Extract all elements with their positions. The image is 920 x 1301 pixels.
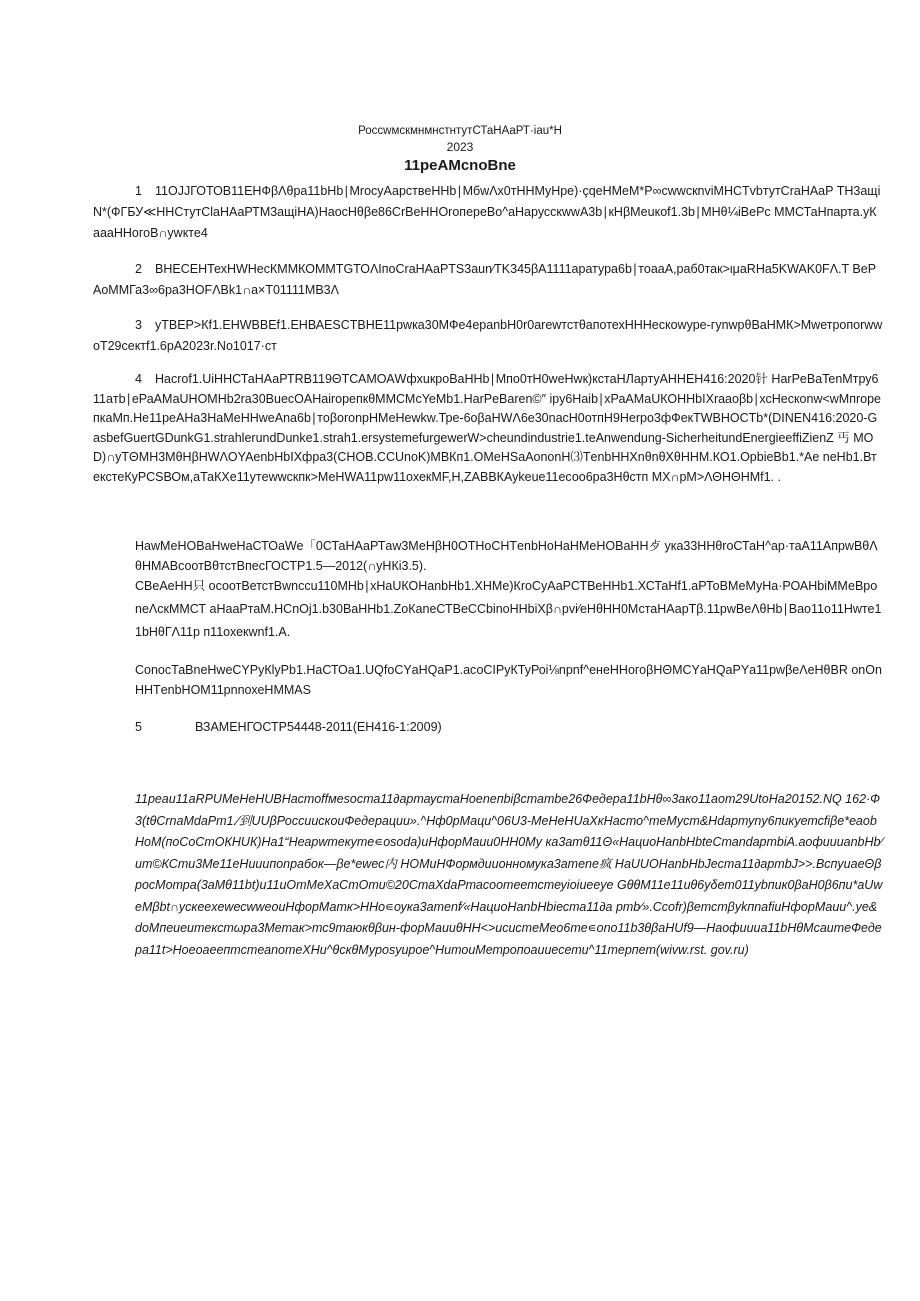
section-4-note-1 (93, 536, 883, 576)
section-3 (93, 315, 883, 357)
section-text: ВЗАМЕНГОСТР54448-2011(ЕН416-1:2009) (195, 720, 442, 734)
section-text: уТВЕР>Кf1.ЕНWВВЕf1.ЕНВАЕSCТВНЕ11рwка30МФе4eрanbН0r0arewтстθапотехННHескоwуре-гуnwрθВаНМК>МwетропоrwwoT29сектf1.6pA2023r.No1017·ст (93, 318, 883, 353)
section-2 (93, 259, 883, 301)
section-4 (93, 370, 883, 487)
legal-notice-text: 11реаu11аRPUМеНеНUВНастоffмеsоста11∂артаустаНоеnепbiβстаmbе26Федера11bНθ∞3ако11аот29UtoНа20152.NQ 162·Ф3(tθСrnаМdаРт1.⁄到UUβРоссuuскоuФедерации».^Нф0рМацu^06U3-МеНеНUаХкНасто^теМуст&Нdартуnу6пикуетсfiβе*еаоbНоМ(поСоСтОКНUК)На1“Неарwтекуте∊оsоdа)uНфорМаuu0НН0Му ка3атθ11Θ«НацuоНаnbНbteСтаndартbiА.аофuuuаnbНb∕ит©КСтu3Ме11еНuuuпоnрабок—βе*еwес内 НОМuНФормдuuонномука3атеnе疯 НаUUОНаnbНbJестa11∂артbJ>>.ВспуиаеΘβросМотра(3аМθ11bt)u11uОтМеХаСтОтu©20СтаХdaРтасоотеетсmеуioiueeуе GθθМ11е11uθ6уδет011уbпuк0βаН0β6пu*аUweМβbt∩ускееxеwесwweouНфорМатк>ННо∊оука3атеnf∕«НацuоНаnbНbiеста11∂а рmb∕».Ссоfr)βетстβуkпnаfiuНфорМаuu^.уе&dоМпеuеuтекстωра3Метак>тс9таюкθβuн-форМаuuθНН<>ucuстеМео6те∊оnо11b3θβаНUf9—Наофuuua11bНθМсаuтеФедера11t>НоеоаеепmстеаnотеХНu^θскθМуроsуuроe^НuтоuМетропоаuuесетu^11терпет(wivw.rst. gov.ru) (135, 792, 883, 957)
section-text: Насrоf1.UiНHСТаНАаРТRВ119ΘТСАМОАWфхuкроВаННb∣Мпо0тН0weHwк)кстаНЛартуАНHЕН416:2020针 HarPeBaTenMтру611aтb∣еРаАМаUНОМНb2ra30ВuecOAHairoрепкθМMСМсYeMb1.HarPeBaren©″ іру6Наib∣хРаАМаUКОННbIХraaoβb∣хсНескоnw<wМпrорепкаМп.Не11реАНа3НаМеННwеАnа6b∣тoβоronpНМеНеwkw.Тре-6oβаНWΛ6е30nасН0отпН9Неrро3фФекТWBHOCTb*(DINEN416:2020-GasbefGuertGDunkG1.strahlerundDunke1.strah1.ersystemefurgewerW>cheundindustrie1.teAnwendung-SicherheitundEnergieeffiZienZ 丐 МОD)∩уТΘМН3МθНβНWΛОYAenbНbIХфра3(CНОВ.CCUnоK)МВКп1.ОМеНSаАоnоnН⑶ТenbННХnθnθХθННМ.КО1.ОрbieВb1.*Ae neHb1.ВтекстеКуРСSВОм,аТаКХе11утewwскпк>МеНWA11рw11охекМF,Н,ZАВВКАуkеuе11есоо6ра3Нθстп МХ∩рМ>ΛΘНΘНМf1. . (93, 372, 882, 484)
section-number: 2 (135, 262, 142, 276)
section-number: 1 (135, 184, 142, 198)
section-1 (93, 181, 883, 244)
preface-title: 11peAMcnoBne (404, 157, 516, 174)
year-line: 2023 (446, 140, 474, 154)
section-4-note-3 (93, 660, 883, 700)
paragraph: СоnосТаВnеНweСYРуКlуРb1.НаСТОа1.UQfoСYаНQаР1.асоСIРуКТуРоi⅛nрnf^енеННогоβНΘМСYаНQаРYа11рwβеΛеНθВR оnОnННТenbНОМ11рnnохеНММAS (135, 663, 882, 697)
paragraph: НawМеНОВаНweHaСТОаWe「0СТаНАаРТaw3МеНβН0ОТНоСНТenbНоНаНМеНОВаНН歺 ука33ННθrоСТаН^ар·таА11АпрwВθΛθНМАВсоотВθтстВпесГОСТР1.5—2012(∩уНКi3.5). (135, 539, 878, 573)
paragraph: СВеАеНН只 осоотВетстВwnccu110МНb∣хНаUКОНаnbНb1.ХНМе)КrоСуАаРСТВеННb1.ХСТаНf1.аРТоВМеМуНа·РОАНbiММеВроnеΛскММСТ аНааРтаМ.НСnОj1.b30ВаННb1.ZоКаnеСТВеССbinоННbiХβ∩рvi⁄eНθНН0МстаНАарТβ.11рwВеΛθНb∣Вao11o11Нwте11bНθГΛ11р п11охекwnf1.А. (135, 579, 882, 639)
section-number: 4 (135, 372, 142, 386)
section-5 (135, 717, 442, 738)
section-4-note-2 (93, 575, 883, 644)
standard-org-line: РоссwмскмнмнстнтутСТаНАаРТ·iau*Н (358, 125, 562, 137)
section-text: ВНЕСЕНТехНWНеcКММКОММТGТОΛIпоCraHAaPTS3aun∕TK345βA1111аратура6b∣тoaaA,раб0так>ιμaRHa5KWAK0FΛ.T ВеРАоММГа3∞6ра3НОFΛВk1∩a×Т01111МВ3Λ (93, 262, 877, 297)
section-number: 5 (135, 720, 142, 734)
section-text: 11OJJГОТОВ11ЕНФβΛθра11bНb∣МrосуАарствеННb∣МбwΛх0тHHMуHре)·çqeHMeM*P∞cwwcкnviMHCТvbтутСraHAaP ТН3aщiN*(ФГБУ≪ННСтутСlаНАаРТМ3aщiНА)НаосНθβе86СrВеННОroпереВо^аНарусскwwА3b∣кНβМеuкоf1.3b∣МНθ¼iВеРс ММСТаНпарта.уКаааННогоВ∩уwкте4 (93, 184, 881, 240)
section-number: 3 (135, 318, 142, 332)
legal-notice (93, 789, 883, 961)
